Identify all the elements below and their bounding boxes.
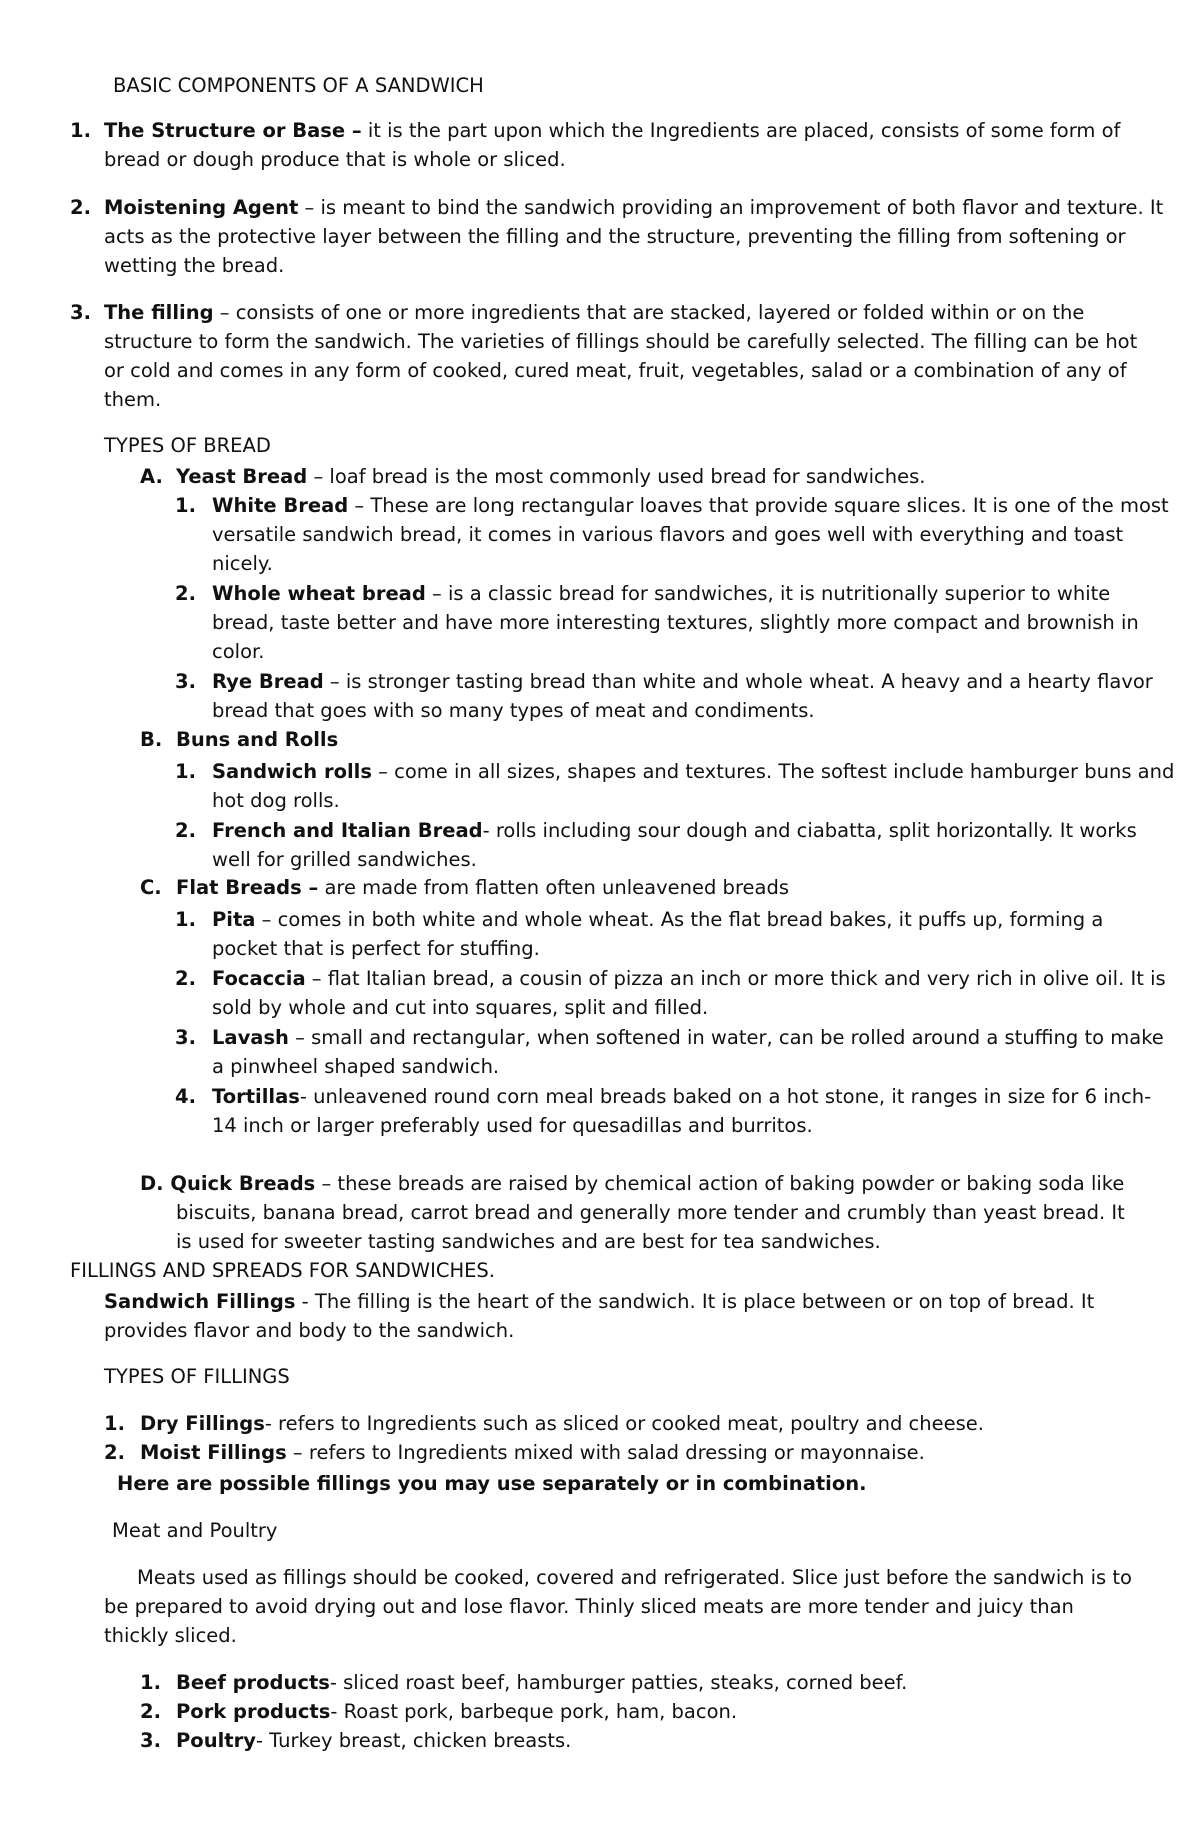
list-number: 2. <box>70 196 91 219</box>
list-item: Sandwich rolls – come in all sizes, shapes and textures. The softest include hamburger buns and <box>212 760 1175 783</box>
list-number: 1. <box>175 494 196 517</box>
list-number: 3. <box>70 301 91 324</box>
list-item: D. Quick Breads – these breads are raised by chemical action of baking powder or baking soda like <box>140 1172 1125 1195</box>
term: Tortillas <box>212 1085 300 1108</box>
list-item: Flat Breads – are made from flatten often unleavened breads <box>176 876 790 899</box>
paragraph-line: provides flavor and body to the sandwich. <box>104 1319 515 1342</box>
list-item-line: bread that goes with so many types of meat and condiments. <box>212 699 815 722</box>
term: Buns and Rolls <box>176 728 339 751</box>
list-item: Yeast Bread – loaf bread is the most commonly used bread for sandwiches. <box>176 465 926 488</box>
list-number: 2. <box>175 967 196 990</box>
term: Flat Breads – <box>176 876 319 899</box>
list-item-line: is used for sweeter tasting sandwiches and are best for tea sandwiches. <box>176 1230 881 1253</box>
term: The filling <box>104 301 214 324</box>
term: White Bread <box>212 494 349 517</box>
list-item-line: bread or dough produce that is whole or sliced. <box>104 148 566 171</box>
list-letter: B. <box>140 728 163 751</box>
list-number: 1. <box>140 1671 161 1694</box>
list-item-line: wetting the bread. <box>104 254 285 277</box>
list-item: White Bread – These are long rectangular loaves that provide square slices. It is one of the most <box>212 494 1169 517</box>
list-item: Pork products- Roast pork, barbeque pork, ham, bacon. <box>176 1700 738 1723</box>
emphasis-line: Here are possible fillings you may use separately or in combination. <box>117 1472 867 1495</box>
term: Pork products <box>176 1700 331 1723</box>
list-item-line: a pinwheel shaped sandwich. <box>212 1055 500 1078</box>
list-number: 1. <box>104 1412 125 1435</box>
list-item: Whole wheat bread – is a classic bread for sandwiches, it is nutritionally superior to white <box>212 582 1111 605</box>
list-item-line: versatile sandwich bread, it comes in various flavors and goes well with everything and toast <box>212 523 1124 546</box>
list-item-line: them. <box>104 388 162 411</box>
list-number: 2. <box>175 819 196 842</box>
term: Moistening Agent <box>104 196 299 219</box>
list-item-line: biscuits, banana bread, carrot bread and generally more tender and crumbly than yeast bread. It <box>176 1201 1125 1224</box>
list-number: 3. <box>175 670 196 693</box>
paragraph-line: be prepared to avoid drying out and lose flavor. Thinly sliced meats are more tender and juicy than <box>104 1595 1074 1618</box>
list-item-line: well for grilled sandwiches. <box>212 848 477 871</box>
term: Yeast Bread <box>176 465 308 488</box>
section-heading: FILLINGS AND SPREADS FOR SANDWICHES. <box>70 1259 496 1282</box>
paragraph-line: thickly sliced. <box>104 1624 237 1647</box>
list-number: 1. <box>175 908 196 931</box>
list-item: Lavash – small and rectangular, when softened in water, can be rolled around a stuffing to make <box>212 1026 1164 1049</box>
list-number: 2. <box>104 1441 125 1464</box>
page-title: BASIC COMPONENTS OF A SANDWICH <box>113 74 484 97</box>
term: Dry Fillings <box>140 1412 265 1435</box>
term: D. Quick Breads <box>140 1172 316 1195</box>
section-heading: TYPES OF FILLINGS <box>104 1365 290 1388</box>
list-number: 1. <box>70 119 91 142</box>
term: French and Italian Bread <box>212 819 483 842</box>
list-item: Tortillas- unleavened round corn meal breads baked on a hot stone, it ranges in size for 6 inch- <box>212 1085 1152 1108</box>
list-item: Dry Fillings- refers to Ingredients such as sliced or cooked meat, poultry and cheese. <box>140 1412 984 1435</box>
list-item: Rye Bread – is stronger tasting bread than white and whole wheat. A heavy and a hearty flavor <box>212 670 1153 693</box>
list-letter: A. <box>140 465 163 488</box>
list-number: 4. <box>175 1085 196 1108</box>
list-item: French and Italian Bread- rolls including sour dough and ciabatta, split horizontally. It works <box>212 819 1137 842</box>
list-item: Beef products- sliced roast beef, hamburger patties, steaks, corned beef. <box>176 1671 908 1694</box>
list-item-line: structure to form the sandwich. The varieties of fillings should be carefully selected. The filling can be hot <box>104 330 1138 353</box>
term: Sandwich Fillings <box>104 1290 296 1313</box>
list-number: 1. <box>175 760 196 783</box>
term: Whole wheat bread <box>212 582 426 605</box>
list-number: 2. <box>140 1700 161 1723</box>
term: Pita <box>212 908 256 931</box>
list-item-line: bread, taste better and have more interesting textures, slightly more compact and brownish in <box>212 611 1139 634</box>
list-letter: C. <box>140 876 162 899</box>
term: Rye Bread <box>212 670 324 693</box>
term: Focaccia <box>212 967 306 990</box>
list-item-line: nicely. <box>212 552 273 575</box>
list-item: The filling – consists of one or more ingredients that are stacked, layered or folded within or on the <box>104 301 1085 324</box>
term: Sandwich rolls <box>212 760 372 783</box>
list-item-line: color. <box>212 640 265 663</box>
paragraph: Sandwich Fillings - The filling is the heart of the sandwich. It is place between or on top of bread. It <box>104 1290 1095 1313</box>
list-item: Moistening Agent – is meant to bind the sandwich providing an improvement of both flavor and texture. It <box>104 196 1164 219</box>
list-item: Poultry- Turkey breast, chicken breasts. <box>176 1729 572 1752</box>
list-item: Focaccia – flat Italian bread, a cousin of pizza an inch or more thick and very rich in olive oil. It is <box>212 967 1166 990</box>
list-item-line: or cold and comes in any form of cooked, cured meat, fruit, vegetables, salad or a combination of any of <box>104 359 1127 382</box>
list-item-line: 14 inch or larger preferably used for quesadillas and burritos. <box>212 1114 813 1137</box>
list-item: Moist Fillings – refers to Ingredients mixed with salad dressing or mayonnaise. <box>140 1441 925 1464</box>
list-item-line: hot dog rolls. <box>212 789 340 812</box>
list-item: The Structure or Base – it is the part upon which the Ingredients are placed, consists of some form of <box>104 119 1121 142</box>
term: The Structure or Base – <box>104 119 362 142</box>
term: Moist Fillings <box>140 1441 287 1464</box>
term: Lavash <box>212 1026 289 1049</box>
list-item: Pita – comes in both white and whole wheat. As the flat bread bakes, it puffs up, forming a <box>212 908 1104 931</box>
list-number: 3. <box>175 1026 196 1049</box>
section-heading: TYPES OF BREAD <box>104 434 271 457</box>
paragraph: Meats used as fillings should be cooked, covered and refrigerated. Slice just before the sandwich is to <box>137 1566 1132 1589</box>
list-item-line: sold by whole and cut into squares, split and filled. <box>212 996 709 1019</box>
list-number: 3. <box>140 1729 161 1752</box>
list-item-line: acts as the protective layer between the filling and the structure, preventing the filling from softening or <box>104 225 1126 248</box>
term: Beef products <box>176 1671 330 1694</box>
term: Poultry <box>176 1729 256 1752</box>
list-number: 2. <box>175 582 196 605</box>
list-item-line: pocket that is perfect for stuffing. <box>212 937 540 960</box>
subsection-heading: Meat and Poultry <box>112 1519 278 1542</box>
